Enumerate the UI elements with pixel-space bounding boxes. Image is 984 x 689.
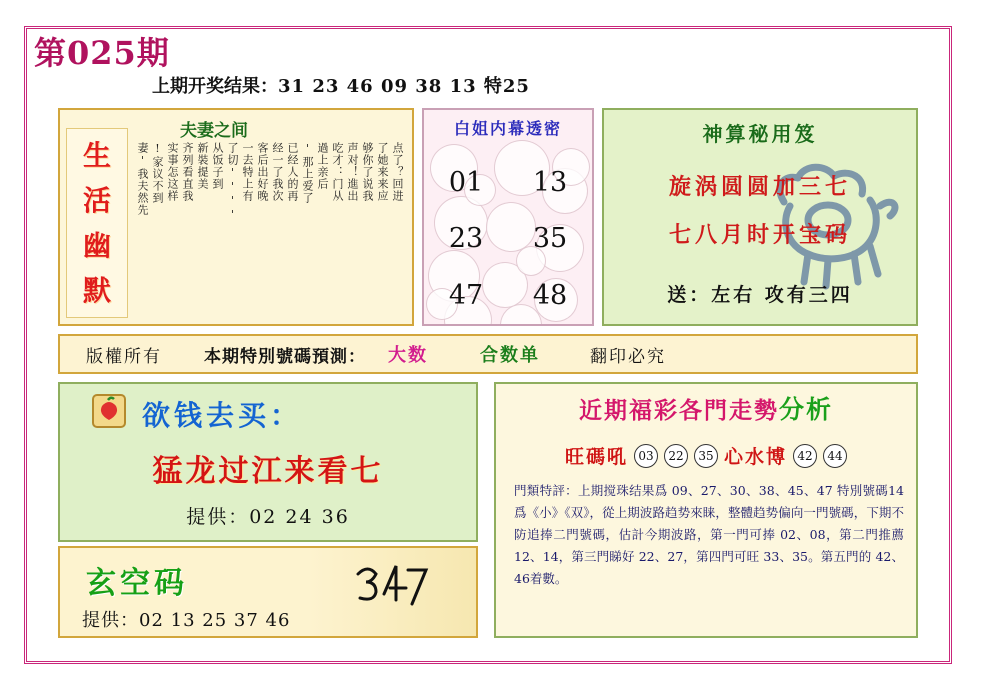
analysis-header bbox=[496, 390, 916, 426]
hot-label-right: 心水博 bbox=[724, 446, 788, 468]
money-bag-icon bbox=[92, 394, 126, 428]
prediction-label: 本期特別號碼預測： bbox=[204, 346, 366, 367]
xuankong-title: 玄空码 bbox=[86, 566, 188, 601]
hot-ball: 42 bbox=[793, 444, 817, 468]
buy-panel bbox=[58, 382, 478, 542]
humor-poem bbox=[134, 142, 404, 320]
xuankong-panel bbox=[58, 546, 478, 638]
logo-char-1: 生 bbox=[82, 138, 111, 172]
prediction-bar bbox=[58, 334, 918, 374]
poem-column: 一去特上有 bbox=[241, 142, 254, 202]
prediction-value-2: 合数单 bbox=[480, 345, 540, 366]
poem-column: 已经人的再 bbox=[286, 142, 299, 202]
xuankong-sub-numbers: 02 13 25 37 46 bbox=[139, 610, 291, 631]
poem-column: 经一了我次 bbox=[271, 142, 284, 202]
buy-sub-label: 提供： bbox=[186, 506, 250, 528]
hot-label-left: 旺碼吼 bbox=[564, 446, 628, 468]
life-humor-logo bbox=[66, 128, 128, 318]
poem-column: 過上亲后 bbox=[316, 142, 329, 190]
sister-number: 23 bbox=[448, 223, 484, 255]
last-draw-label: 上期开奖结果： bbox=[152, 76, 278, 97]
god-calc-title: 神算秘用笈 bbox=[702, 122, 818, 146]
god-calc-panel bbox=[602, 108, 918, 326]
copyright-left: 版權所有 bbox=[86, 346, 162, 367]
white-sister-numbers bbox=[424, 154, 592, 324]
humor-panel bbox=[58, 108, 414, 326]
poem-column: 客后出好晚 bbox=[256, 142, 269, 202]
copyright-right: 翻印必究 bbox=[590, 346, 666, 367]
poem-column: '那上爱了 bbox=[301, 142, 314, 204]
poem-column: 了切'''' bbox=[226, 142, 239, 222]
analysis-panel bbox=[494, 382, 918, 638]
poem-column: 点了？回进 bbox=[391, 142, 404, 202]
logo-char-4: 默 bbox=[82, 273, 111, 307]
buy-main-phrase: 猛龙过江来看七 bbox=[152, 454, 384, 489]
xuankong-sub-label: 提供： bbox=[82, 610, 139, 631]
humor-title: 夫妻之间 bbox=[180, 121, 248, 141]
poem-column: 齐列看直我 bbox=[181, 142, 194, 202]
buy-title: 欲钱去买： bbox=[142, 399, 303, 432]
sister-number: 48 bbox=[532, 280, 568, 312]
sister-number: 47 bbox=[448, 280, 484, 312]
poem-column: 声对！進出 bbox=[346, 142, 359, 202]
hot-ball: 35 bbox=[694, 444, 718, 468]
analysis-title-main: 近期福彩各門走勢 bbox=[578, 397, 779, 424]
poem-column: 妻'我夫然先 bbox=[136, 142, 149, 216]
analysis-hot-row bbox=[496, 442, 916, 469]
hot-ball: 22 bbox=[664, 444, 688, 468]
xuankong-sub bbox=[82, 606, 290, 632]
logo-char-3: 幽 bbox=[82, 228, 111, 262]
analysis-title-accent: 分析 bbox=[778, 395, 833, 424]
poem-column: 实事怎这样 bbox=[166, 142, 179, 202]
god-line-1: 旋涡圆圆加三七 bbox=[668, 174, 851, 200]
handwritten-scrawl bbox=[350, 560, 430, 620]
hot-ball: 03 bbox=[634, 444, 658, 468]
poem-column: 够你了说我 bbox=[361, 142, 374, 202]
sister-number: 35 bbox=[532, 223, 568, 255]
prediction-value-1: 大数 bbox=[388, 345, 428, 366]
sister-number: 01 bbox=[448, 166, 484, 198]
white-sister-title: 白姐内幕透密 bbox=[453, 119, 562, 138]
sister-number: 13 bbox=[532, 166, 568, 198]
white-sister-panel bbox=[422, 108, 594, 326]
logo-char-2: 活 bbox=[82, 183, 111, 217]
poem-column: 新裝提美 bbox=[196, 142, 209, 190]
poem-column: 从饭子到 bbox=[211, 142, 224, 190]
buy-sub-numbers: 02 24 36 bbox=[249, 506, 350, 528]
buy-sub bbox=[60, 502, 476, 529]
god-line-2: 七八月时开宝码 bbox=[668, 222, 851, 248]
analysis-body-text: 門類特評：上期搅珠结果爲 09、27、30、38、45、47 特別號碼14爲《小》《双》，從上期波路趋势來睐，整體趋势偏向一門號碼，下期不防追捧二門號碼，估計今期波路，第一門可捧 02、08，第二門推薦 12、14，第三門睇好 22、27，第四門可旺 33、35。第五門的 42、46着數。 bbox=[514, 483, 904, 586]
last-draw-result bbox=[152, 72, 530, 98]
poem-column: 了她来来应 bbox=[376, 142, 389, 202]
issue-title: 第025期 bbox=[34, 34, 170, 72]
poem-column: 吃才：门从 bbox=[331, 142, 344, 202]
poem-column: !家议不到 bbox=[151, 142, 164, 204]
hot-ball: 44 bbox=[823, 444, 847, 468]
god-give-line: 送：左右 攻有三四 bbox=[667, 284, 853, 306]
last-draw-numbers: 31 23 46 09 38 13 特25 bbox=[278, 76, 530, 97]
